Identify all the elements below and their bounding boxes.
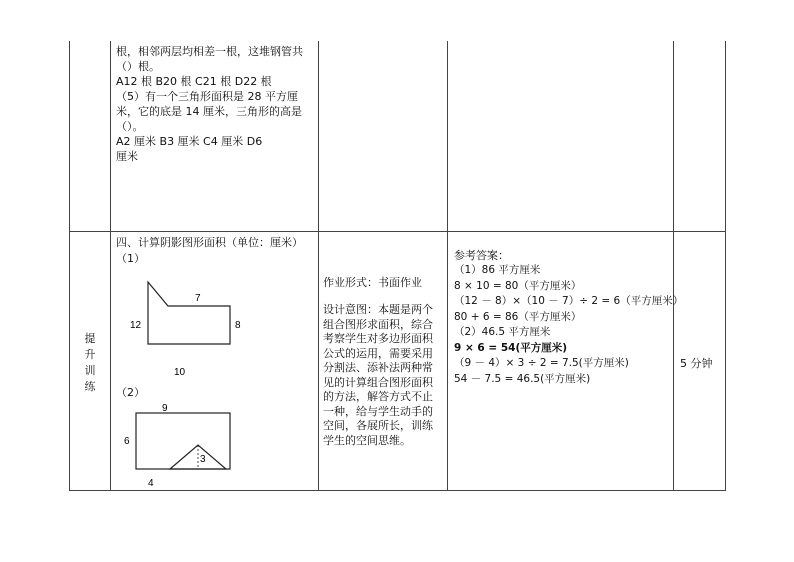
section-label-vertical: 提 升 训 练 [84, 332, 96, 393]
table-divider-col3 [447, 41, 448, 491]
figure-2-label-left: 6 [124, 436, 130, 447]
answers-lines [454, 263, 683, 387]
sub-question-2-label: （2） [116, 386, 145, 399]
figure-2-label-top: 9 [162, 403, 168, 414]
answer-line: 8 × 10 = 80（平方厘米） [454, 279, 582, 292]
homework-form: 作业形式：书面作业 [323, 276, 422, 289]
figure-1-label-right: 8 [235, 320, 241, 331]
sub-question-1-label: （1） [116, 252, 145, 265]
figure-1-shape [148, 282, 230, 344]
table-border-left [69, 41, 70, 491]
figure-2-rect-with-triangle [120, 400, 250, 492]
row-divider [69, 231, 726, 232]
figure-1-label-bottom: 10 [174, 367, 186, 378]
table-border-right [725, 41, 726, 491]
answer-line: （12 － 8）×（10 － 7）÷ 2 = 6（平方厘米） [454, 295, 684, 307]
table-divider-col2 [318, 41, 319, 491]
answers-title: 参考答案： [454, 249, 509, 262]
figure-1-polygon [120, 270, 250, 380]
answer-line: 9 × 6 = 54(平方厘米) [454, 341, 568, 354]
time-allocation: 5 分钟 [680, 357, 713, 370]
figure-1-label-left: 12 [130, 320, 142, 331]
table-divider-col1 [110, 41, 111, 491]
figure-2-label-height: 3 [200, 454, 206, 465]
row1-question-text: 根，相邻两层均相差一根，这堆钢管共 （）根。 A12 根 B20 根 C21 根 D22 根 （5）有一个三角形面积是 28 平方厘 米，它的底是 14 厘米，三角形的高是 （）。 A2 厘米 B3 厘米 C4 厘米 D6 厘米 [116, 45, 303, 163]
answer-line: 80 + 6 = 86（平方厘米） [454, 310, 582, 323]
answer-line: （1）86 平方厘米 [454, 264, 541, 276]
figure-1-label-top: 7 [195, 293, 201, 304]
answer-line: 54 － 7.5 = 46.5(平方厘米) [454, 372, 591, 385]
answer-line: （9 － 4）× 3 ÷ 2 = 7.5(平方厘米) [454, 357, 629, 369]
design-intent-text: 设计意图：本题是两个 组合图形求面积，综合 考察学生对多边形面积 公式的运用，需要采用 分割法、添补法两种常 见的计算组合图形面积 的方法，解答方式不止 一种，给与学生动手的 空间，各展所长，训练 学生的空间思维。 [323, 303, 433, 447]
answer-line: （2）46.5 平方厘米 [454, 326, 551, 338]
exercise-heading: 四、计算阴影图形面积（单位：厘米） [116, 236, 303, 249]
figure-2-label-bottom: 4 [148, 478, 154, 489]
